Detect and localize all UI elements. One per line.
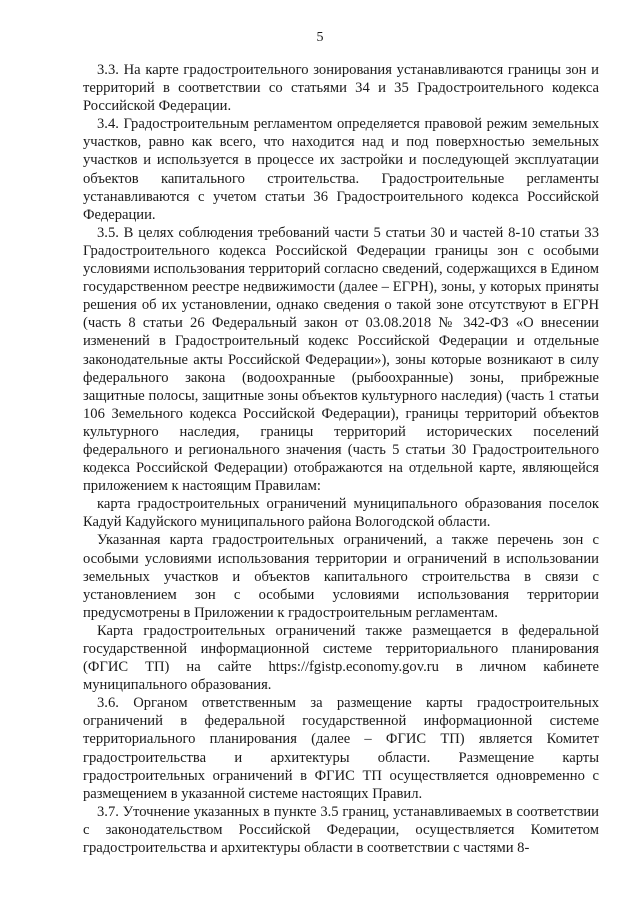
paragraph-3-7: 3.7. Уточнение указанных в пункте 3.5 границ, устанавливаемых в соответствии с законодательством Российской Федерации, осуществляется Комитетом градостроительства и архитектуры области в соответствии с частями 8-: [83, 803, 599, 857]
paragraph-3-6: 3.6. Органом ответственным за размещение карты градостроительных ограничений в федеральной государственной информационной системе территориального планирования (далее – ФГИС ТП) является Комитет градостроительства и архитектуры области. Размещение карты градостроительных ограничений в ФГИС ТП осуществляется одновременно с размещением в указанной системе настоящих Правил.: [83, 695, 599, 802]
paragraph-map-reference: карта градостроительных ограничений муниципального образования поселок Кадуй Кадуйского муниципального района Вологодской области.: [83, 496, 599, 531]
paragraph-map-contents: Указанная карта градостроительных ограничений, а также перечень зон с особыми условиями использования территории и ограничений в использовании земельных участков и объектов капитального строительства в связи с установлением зон с особыми условиями использования территории предусмотрены в Приложении к градостроительным регламентам.: [83, 532, 599, 621]
paragraph-fgis-publication: Карта градостроительных ограничений также размещается в федеральной государственной информационной системе территориального планирования (ФГИС ТП) на сайте https://fgistp.economy.gov.ru в личном кабинете муниципального образования.: [83, 622, 599, 694]
paragraph-3-5: 3.5. В целях соблюдения требований части 5 статьи 30 и частей 8-10 статьи 33 Градостроительного кодекса Российской Федерации границы зон с особыми условиями использования территорий согласно сведений, содержащихся в Едином государственном реестре недвижимости (далее – ЕГРН), зоны, у которых приняты решения об их установлении, однако сведения о такой зоне отсутствуют в ЕГРН (часть 8 статьи 26 Федеральный закон от 03.08.2018 № 342-ФЗ «О внесении изменений в Градостроительный кодекс Российской Федерации и отдельные законодательные акты Российской Федерации»), зоны которые возникают в силу федерального закона (водоохранные (рыбоохранные) зоны, прибрежные защитные полосы, защитные зоны объектов культурного наследия) (часть 1 статьи 106 Земельного кодекса Российской Федерации), границы территорий объектов культурного наследия, границы территорий исторических поселений федерального и регионального значения (часть 5 статьи 30 Градостроительного кодекса Российской Федерации) отображаются на отдельной карте, являющейся приложением к настоящим Правилам:: [83, 224, 599, 495]
page-number: 5: [316, 30, 324, 45]
document-body: [83, 61, 599, 857]
paragraph-3-4: 3.4. Градостроительным регламентом определяется правовой режим земельных участков, равно как всего, что находится над и под поверхностью земельных участков и используется в процессе их застройки и последующей эксплуатации объектов капитального строительства. Градостроительные регламенты устанавливаются с учетом статьи 36 Градостроительного кодекса Российской Федерации.: [83, 116, 599, 223]
paragraph-3-3: 3.3. На карте градостроительного зонирования устанавливаются границы зон и территорий в соответствии со статьями 34 и 35 Градостроительного кодекса Российской Федерации.: [83, 62, 599, 115]
